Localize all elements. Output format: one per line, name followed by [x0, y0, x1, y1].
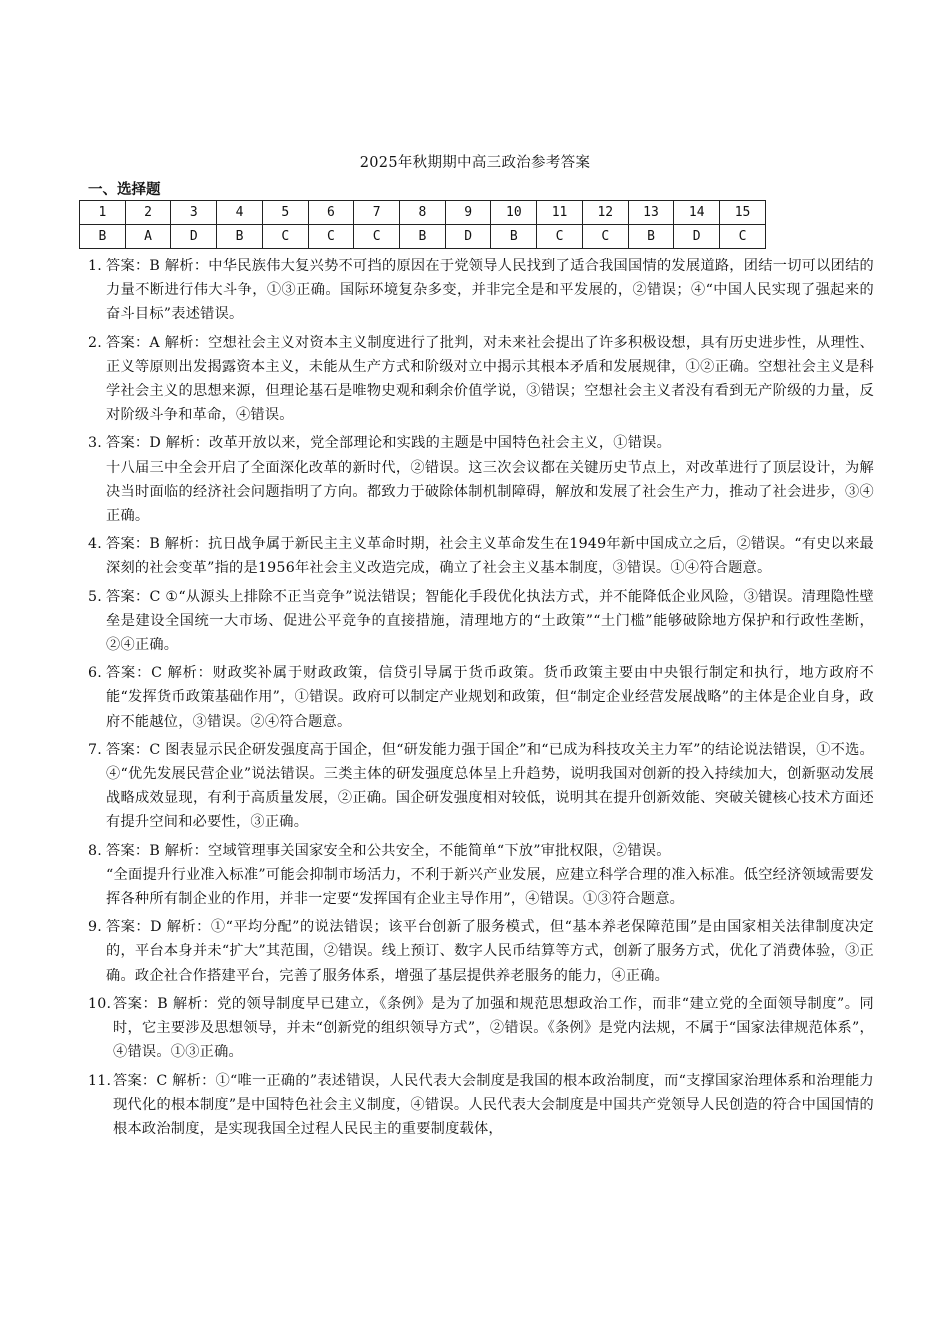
question-number-cell: 7: [354, 201, 400, 225]
question-number-cell: 10: [491, 201, 537, 225]
explanation-item: [88, 431, 874, 528]
answer-row: [80, 225, 766, 249]
item-number: 8.: [88, 842, 103, 859]
item-text: 答案：A 解析：空想社会主义对资本主义制度进行了批判，对未来社会提出了许多积极设想，具有历史进步性，从理性、正义等原则出发揭露资本主义，未能从生产方式和阶级对立中揭示其根本矛盾和发展规律，①②正确。空想社会主义是科学社会主义的思想来源，但理论基石是唯物史观和剩余价值学说，③错误；空想社会主义者没有看到无产阶级的力量，反对阶级斗争和革命，④错误。: [106, 334, 874, 424]
item-number: 11.: [88, 1072, 112, 1089]
explanation-item: [88, 532, 874, 580]
item-number: 4.: [88, 536, 103, 553]
item-text: 答案：C 图表显示民企研发强度高于国企，但“研发能力强于国企”和“已成为科技攻关主力军”的结论说法错误，①不选。④“优先发展民营企业”说法错误。三类主体的研发强度总体呈上升趋势，说明我国对创新的投入持续加大，创新驱动发展战略成效显现，有利于高质量发展，②正确。国企研发强度相对较低，说明其在提升创新效能、突破关键核心技术方面还有提升空间和必要性，③正确。: [106, 741, 874, 831]
item-text: 答案：B 解析：空域管理事关国家安全和公共安全，不能简单“下放”审批权限，②错误。: [106, 842, 671, 859]
explanation-item: [88, 915, 874, 988]
item-text: 答案：C 解析：财政奖补属于财政政策，信贷引导属于货币政策。货币政策主要由中央银行制定和执行，地方政府不能“发挥货币政策基础作用”，①错误。政府可以制定产业规划和政策，但“制定企业经营发展战略”的主体是企业自身，政府不能越位，③错误。②④符合题意。: [106, 665, 874, 730]
item-text: 答案：B 解析：抗日战争属于新民主主义革命时期，社会主义革命发生在1949年新中国成立之后，②错误。“有史以来最深刻的社会变革”指的是1956年社会主义改造完成，确立了社会主义基本制度，③错误。①④符合题意。: [106, 536, 874, 577]
explanation-list: [88, 254, 874, 1145]
item-text-continuation: 十八届三中全会开启了全面深化改革的新时代，②错误。这三次会议都在关键历史节点上，对改革进行了顶层设计，为解决当时面临的经济社会问题指明了方向。都致力于破除体制机制障碍，解放和发展了社会生产力，推动了社会进步，③④正确。: [106, 459, 874, 525]
explanation-item: [88, 254, 874, 327]
question-number-cell: 13: [628, 201, 674, 225]
question-number-cell: 6: [308, 201, 354, 225]
question-number-cell: 14: [674, 201, 720, 225]
item-text: 答案：C 解析：①“唯一正确的”表述错误，人民代表大会制度是我国的根本政治制度，而“支撑国家治理体系和治理能力现代化的根本制度”是中国特色社会主义制度，④错误。人民代表大会制度是中国共产党领导人民创造的符合中国国情的根本政治制度，是实现我国全过程人民民主的重要制度载体，: [113, 1072, 874, 1137]
answer-cell: D: [171, 225, 217, 249]
question-number-cell: 1: [80, 201, 126, 225]
item-number: 10.: [88, 995, 112, 1012]
item-text: 答案：B 解析：中华民族伟大复兴势不可挡的原因在于党领导人民找到了适合我国国情的发展道路，团结一切可以团结的力量不断进行伟大斗争，①③正确。国际环境复杂多变，并非完全是和平发展的，②错误；④“中国人民实现了强起来的奋斗目标”表述错误。: [106, 258, 874, 323]
question-number-cell: 5: [262, 201, 308, 225]
answer-cell: C: [262, 225, 308, 249]
answer-cell: D: [674, 225, 720, 249]
question-number-cell: 2: [125, 201, 171, 225]
item-number: 5.: [88, 588, 103, 605]
question-number-cell: 9: [445, 201, 491, 225]
question-number-cell: 3: [171, 201, 217, 225]
question-number-cell: 4: [217, 201, 263, 225]
item-number: 1.: [88, 258, 103, 274]
answer-cell: C: [582, 225, 628, 249]
page-title: 2025年秋期期中高三政治参考答案: [359, 155, 591, 171]
explanation-item: [88, 992, 874, 1065]
explanation-item: [88, 839, 874, 912]
answer-cell: B: [491, 225, 537, 249]
item-text-continuation: “全面提升行业准入标准”可能会抑制市场活力，不利于新兴产业发展，应建立科学合理的准入标准。低空经济领域需要发挥各种所有制企业的作用，并非一定要“发挥国有企业主导作用”，④错误。①③符合题意。: [106, 866, 874, 908]
item-text: 答案：B 解析：党的领导制度早已建立，《条例》是为了加强和规范思想政治工作，而非“建立党的全面领导制度”。同时，它主要涉及思想领导，并未“创新党的组织领导方式”，②错误。《条例》是党内法规，不属于“国家法律规范体系”，④错误。①③正确。: [113, 995, 874, 1061]
answer-cell: B: [217, 225, 263, 249]
item-number: 9.: [88, 919, 103, 936]
answer-cell: B: [628, 225, 674, 249]
answer-cell: C: [354, 225, 400, 249]
section-heading: 一、选择题: [88, 181, 161, 198]
answer-cell: C: [308, 225, 354, 249]
question-number-row: [80, 201, 766, 225]
answer-cell: A: [125, 225, 171, 249]
item-number: 2.: [88, 334, 103, 351]
item-text: 答案：D 解析：①“平均分配”的说法错误；该平台创新了服务模式，但“基本养老保障范围”是由国家相关法律制度决定的，平台本身并未“扩大”其范围，②错误。线上预订、数字人民币结算等方式，创新了服务方式，优化了消费体验，③正确。政企社合作搭建平台，完善了服务体系，增强了基层提供养老服务的能力，④正确。: [106, 919, 874, 984]
explanation-item: [88, 585, 874, 658]
item-text: 答案：C ①“从源头上排除不正当竞争”说法错误；智能化手段优化执法方式，并不能降低企业风险，③错误。清理隐性壁垒是建设全国统一大市场、促进公平竞争的直接措施，清理地方的“土政策”“土门槛”能够破除地方保护和行政性垄断，②④正确。: [106, 588, 874, 654]
answer-cell: D: [445, 225, 491, 249]
question-number-cell: 8: [400, 201, 446, 225]
question-number-cell: 12: [582, 201, 628, 225]
item-number: 3.: [88, 435, 103, 452]
answer-cell: B: [80, 225, 126, 249]
explanation-item: [88, 1069, 874, 1142]
question-number-cell: 15: [720, 201, 766, 225]
answer-table: [79, 200, 766, 249]
item-number: 7.: [88, 741, 103, 758]
explanation-item: [88, 661, 874, 734]
explanation-item: [88, 738, 874, 835]
answer-cell: C: [537, 225, 583, 249]
answer-cell: B: [400, 225, 446, 249]
question-number-cell: 11: [537, 201, 583, 225]
item-text: 答案：D 解析：改革开放以来，党全部理论和实践的主题是中国特色社会主义，①错误。: [106, 435, 672, 452]
answer-cell: C: [720, 225, 766, 249]
item-number: 6.: [88, 665, 103, 682]
explanation-item: [88, 331, 874, 428]
